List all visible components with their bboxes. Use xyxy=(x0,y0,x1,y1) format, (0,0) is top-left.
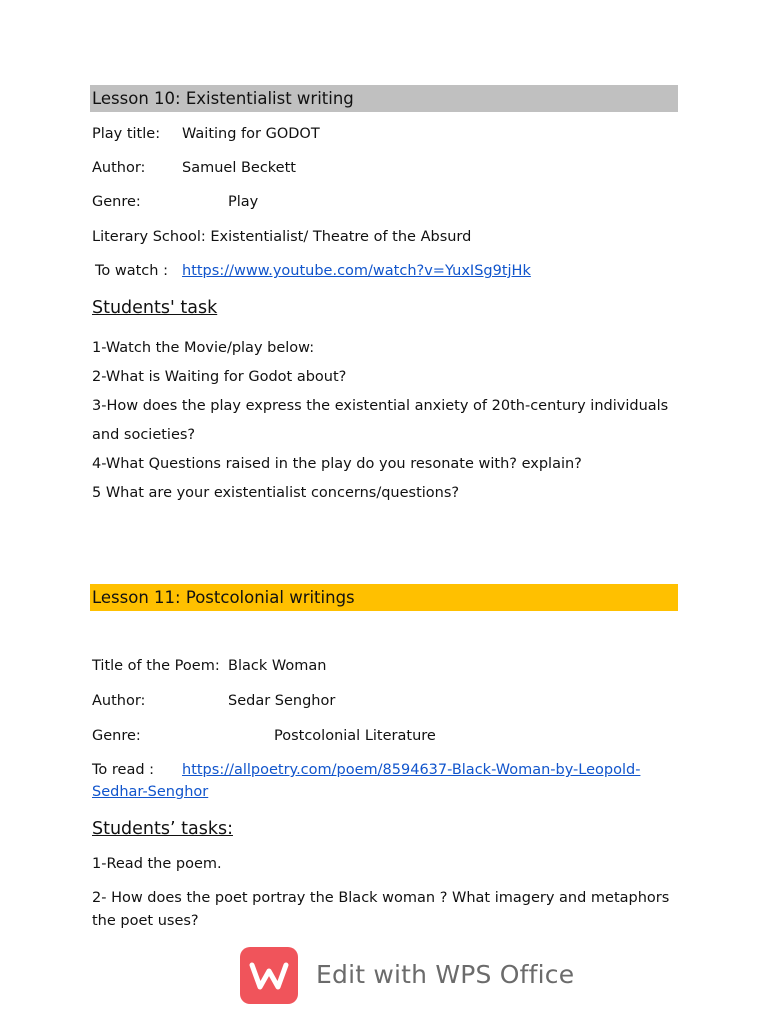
lesson10-header: Lesson 10: Existentialist writing xyxy=(90,85,678,112)
lesson11-header: Lesson 11: Postcolonial writings xyxy=(90,584,678,611)
genre-value: Postcolonial Literature xyxy=(274,728,436,744)
author-label: Author: xyxy=(92,693,146,709)
wps-logo-icon xyxy=(240,947,298,1004)
play-title-label: Play title: xyxy=(92,126,161,142)
task-item: 4-What Questions raised in the play do you resonate with? explain? xyxy=(92,456,582,472)
poem-title-line: Title of the Poem: xyxy=(92,658,220,674)
task-item: 3-How does the play express the existential anxiety of 20th-century individuals xyxy=(92,398,669,414)
allpoetry-link[interactable]: https://allpoetry.com/poem/8594637-Black-Woman-by-Leopold- xyxy=(182,762,641,778)
author-value: Sedar Senghor xyxy=(228,693,336,709)
task-item: 2-What is Waiting for Godot about? xyxy=(92,369,347,385)
literary-school-value: : Existentialist/ Theatre of the Absurd xyxy=(200,229,472,245)
students-tasks-title: Students’ tasks: xyxy=(92,819,233,839)
poem-title-label: Title of the Poem xyxy=(92,658,215,674)
read-label: To read : xyxy=(92,762,155,778)
task-item: 1-Watch the Movie/play below: xyxy=(92,340,315,356)
genre-value: Play xyxy=(228,194,259,210)
literary-school-line xyxy=(92,227,471,247)
task-item: 5 What are your existentialist concerns/questions? xyxy=(92,485,460,501)
students-task-title: Students' task xyxy=(92,298,218,318)
watch-label: To watch : xyxy=(95,263,168,279)
task-item: 2- How does the poet portray the Black woman ? What imagery and metaphors xyxy=(92,890,670,906)
allpoetry-link-continued[interactable]: Sedhar-Senghor xyxy=(92,784,209,800)
youtube-link[interactable]: https://www.youtube.com/watch?v=YuxISg9tjHk xyxy=(182,263,531,279)
poem-title-value: Black Woman xyxy=(228,658,327,674)
genre-label: Genre: xyxy=(92,728,141,744)
edit-with-wps-text[interactable]: Edit with WPS Office xyxy=(316,960,575,989)
author-label: Author: xyxy=(92,160,146,176)
author-value: Samuel Beckett xyxy=(182,160,296,176)
genre-label: Genre: xyxy=(92,194,141,210)
literary-school-label: Literary School xyxy=(92,229,201,245)
task-item: the poet uses? xyxy=(92,913,199,929)
play-title-value: Waiting for GODOT xyxy=(182,126,320,142)
task-item: and societies? xyxy=(92,427,196,443)
task-item: 1-Read the poem. xyxy=(92,856,222,872)
